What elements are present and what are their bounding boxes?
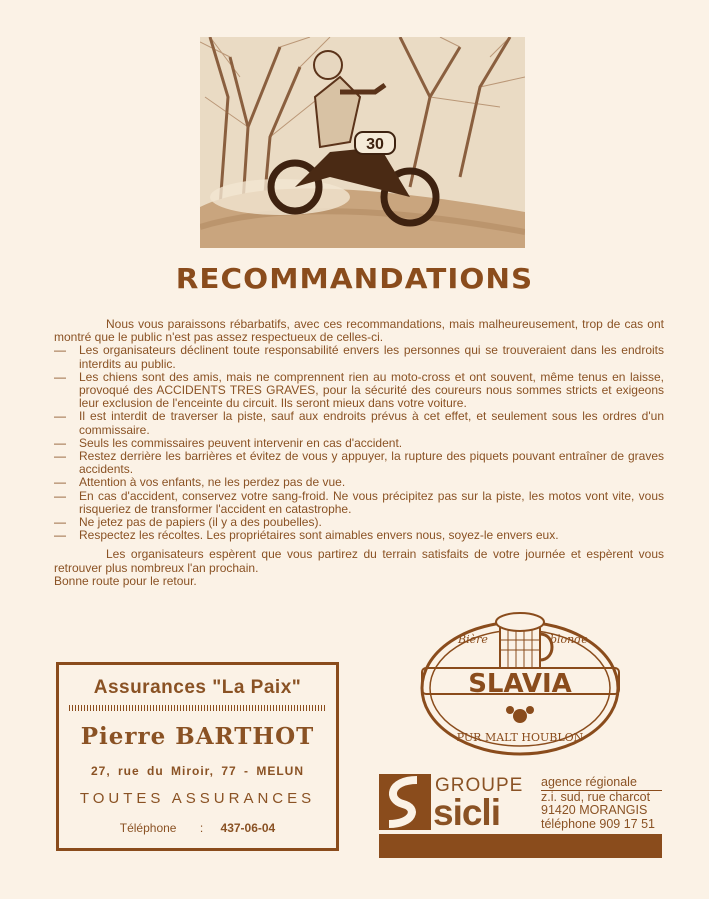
sicli-logo-icon bbox=[379, 774, 431, 830]
rule-item: — Respectez les récoltes. Les propriétaires sont aimables envers nous, soyez-le envers eux. bbox=[54, 528, 559, 543]
rule-item: — Restez derrière les barrières et évitez de vous y appuyer, la rupture des piquets pouvant entraîner de graves accidents. bbox=[54, 449, 664, 477]
insurance-agent-name: Pierre BARTHOT bbox=[80, 723, 315, 750]
phone-separator: : bbox=[199, 821, 204, 835]
farewell-line: Bonne route pour le retour. bbox=[54, 573, 197, 588]
rule-item: — Seuls les commissaires peuvent intervenir en cas d'accident. bbox=[54, 435, 403, 450]
phone-label: Téléphone bbox=[119, 821, 177, 835]
intro-paragraph: Nous vous paraissons rébarbatifs, avec ces recommandations, mais malheureusement, trop de cas ont montré que le public n'est pas assez respectueux de celles-ci. bbox=[54, 317, 664, 345]
beer-mug-icon bbox=[496, 613, 552, 668]
rule-item: — Il est interdit de traverser la piste, sauf aux endroits prévus à cet effet, et seulement sous les ordres d'un commissaire. bbox=[54, 409, 664, 437]
rule-item: — Attention à vos enfants, ne les perdez pas de vue. bbox=[54, 475, 346, 490]
sicli-contact: agence régionale z.i. sud, rue charcot 91420 MORANGIS téléphone 909 17 51 bbox=[541, 776, 662, 831]
decorative-rule bbox=[69, 705, 326, 711]
recommendations-text bbox=[54, 318, 664, 588]
insurance-phone bbox=[59, 821, 336, 835]
insurance-ad-title: Assurances "La Paix" bbox=[93, 677, 302, 698]
slavia-slogan: PUR MALT HOUBLON bbox=[456, 731, 584, 744]
motocross-photo bbox=[200, 37, 525, 248]
insurance-address: 27, rue du Miroir, 77 - MELUN bbox=[90, 764, 305, 778]
phone-number: 437-06-04 bbox=[220, 821, 276, 835]
insurance-tagline: TOUTES ASSURANCES bbox=[79, 790, 316, 807]
rule-item: — Les chiens sont des amis, mais ne comprennent rien au moto-cross et ont souvent, même tenus en laisse, provoqué des ACCIDENTS TRES GRAVES, pour la sécurité des coureurs nous sommes stricts et exigeons leur exclusion de l'enceinte du circuit. Ils seront mieux dans votre voiture. bbox=[54, 369, 664, 411]
svg-text:blonde: blonde bbox=[550, 633, 588, 646]
rule-item: — Ne jetez pas de papiers (il y a des poubelles). bbox=[54, 515, 322, 530]
rule-item: — En cas d'accident, conservez votre sang-froid. Ne vous précipitez pas sur la piste, les motos vont vite, vous risqueriez de transformer l'accident en catastrophe. bbox=[54, 488, 664, 516]
slavia-beer-ad bbox=[418, 610, 623, 760]
closing-paragraph: Les organisateurs espèrent que vous partirez du terrain satisfaits de votre journée et espèrent vous retrouver plus nombreux l'an prochain. bbox=[54, 547, 664, 575]
bike-number: 30 bbox=[366, 136, 384, 153]
page-title: RECOMMANDATIONS bbox=[175, 262, 534, 295]
insurance-ad bbox=[56, 662, 339, 851]
sicli-ad bbox=[379, 774, 662, 858]
sicli-brand: sicli bbox=[433, 792, 500, 833]
sicli-color-bar bbox=[379, 834, 662, 858]
svg-text:Bière: Bière bbox=[458, 633, 488, 646]
hops-icon bbox=[506, 706, 534, 723]
slavia-brand: SLAVIA bbox=[468, 669, 572, 699]
sicli-groupe: GROUPE bbox=[435, 775, 524, 796]
rule-item: — Les organisateurs déclinent toute responsabilité envers les personnes qui se trouveraient dans les endroits interdits au public. bbox=[54, 343, 664, 371]
